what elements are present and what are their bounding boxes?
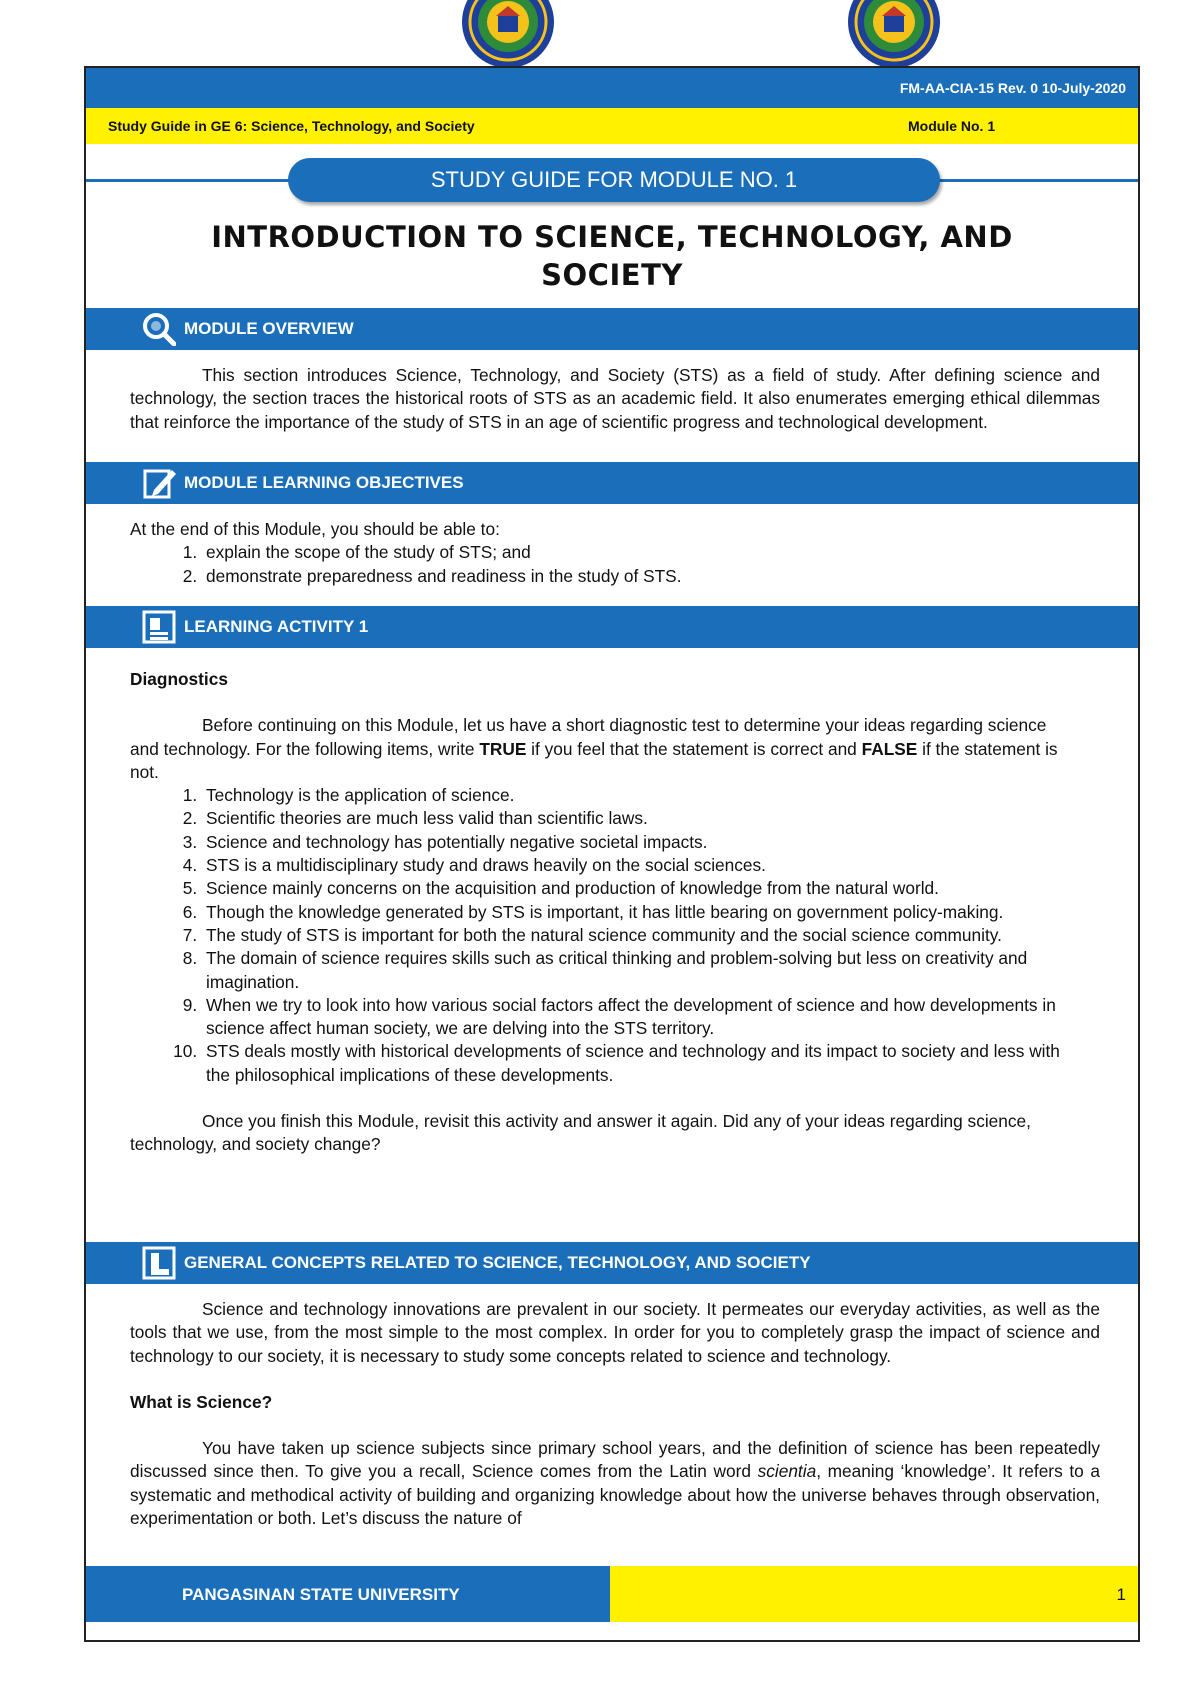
form-code-bar: [86, 68, 1138, 108]
section-title-concepts: GENERAL CONCEPTS RELATED TO SCIENCE, TECHNOLOGY, AND SOCIETY: [184, 1253, 811, 1272]
pencil-icon: [142, 466, 176, 500]
page-footer: [86, 1566, 1138, 1622]
latin-term: scientia: [757, 1461, 817, 1482]
university-seal-left: [460, 0, 556, 68]
course-title: Study Guide in GE 6: Science, Technology, and Society: [108, 118, 475, 134]
instructions-part: Before continuing on this Module, let us have a short diagnostic test to determine your ideas regarding science and technology. For the following items, write: [130, 715, 1047, 759]
course-title-bar: [86, 108, 1138, 144]
module-number: Module No. 1: [908, 118, 996, 134]
section-title-activity: LEARNING ACTIVITY 1: [184, 617, 369, 636]
section-title-overview: MODULE OVERVIEW: [184, 319, 354, 338]
concepts-block: [130, 1298, 1100, 1530]
page-title: [86, 218, 1138, 294]
instructions-part: if you feel that the statement is correct and: [526, 738, 862, 759]
overview-paragraph: This section introduces Science, Technology, and Society (STS) as a field of study. After defining science and technology, the section traces the historical roots of STS as an academic field. It also enumerates emerging ethical dilemmas that reinforce the importance of the study of STS in an age of scientific progress and technological development.: [130, 365, 1100, 432]
page-title-line-2: SOCIETY: [541, 258, 683, 292]
university-seal-right: [846, 0, 942, 68]
banner-line-left: [86, 179, 290, 182]
section-title-objectives: MODULE LEARNING OBJECTIVES: [184, 473, 464, 492]
footer-page-number: 1: [610, 1566, 1138, 1622]
true-keyword: TRUE: [479, 738, 527, 759]
science-text-part: You have taken up science subjects since primary school years, and the definition of science has been repeatedly discussed since then. To give you a recall, Science comes from the Latin word: [130, 1438, 1100, 1482]
page-frame: [84, 66, 1140, 1642]
list-item: 8. The domain of science requires skills such as critical thinking and problem-solving but less on creativity and imagination.: [202, 947, 1072, 994]
clipboard-icon: [142, 610, 176, 644]
concepts-paragraph: Science and technology innovations are prevalent in our society. It permeates our everyday activities, as well as the tools that we use, from the most simple to the most complex. In order for you to completely grasp the impact of science and technology to our society, it is necessary to study some concepts related to science and technology.: [130, 1299, 1100, 1366]
diagnostic-items: [130, 784, 1072, 1087]
activity-instructions: [130, 714, 1060, 784]
section-header-overview: [86, 308, 1138, 350]
list-item: 3. Science and technology has potentially negative societal impacts.: [202, 831, 1072, 854]
section-header-activity: [86, 606, 1138, 648]
book-icon: [142, 1246, 176, 1280]
list-item: 2. Scientific theories are much less valid than scientific laws.: [202, 807, 1072, 830]
list-item: 7. The study of STS is important for both the natural science community and the social science community.: [202, 924, 1072, 947]
section-header-objectives: [86, 462, 1138, 504]
list-item: 6. Though the knowledge generated by STS is important, it has little bearing on government policy-making.: [202, 901, 1072, 924]
activity-subheading: Diagnostics: [130, 669, 228, 689]
list-item: 1. explain the scope of the study of STS; and: [202, 541, 1100, 564]
objectives-list: [130, 541, 1100, 588]
false-keyword: FALSE: [861, 738, 918, 759]
science-subheading: What is Science?: [130, 1391, 273, 1412]
instructions-part: if the statement is not.: [130, 738, 1058, 782]
activity-closing: Once you finish this Module, revisit this activity and answer it again. Did any of your ideas regarding science, technology, and society change?: [130, 1111, 1031, 1155]
objectives-block: [130, 518, 1100, 588]
objectives-intro: At the end of this Module, you should be able to:: [130, 519, 500, 539]
section-header-concepts: [86, 1242, 1138, 1284]
list-item: 4. STS is a multidisciplinary study and draws heavily on the social sciences.: [202, 854, 1072, 877]
list-item: 5. Science mainly concerns on the acquisition and production of knowledge from the natural world.: [202, 877, 1072, 900]
page-title-line-1: INTRODUCTION TO SCIENCE, TECHNOLOGY, AND: [211, 220, 1013, 254]
science-paragraph: [130, 1437, 1100, 1530]
footer-university: PANGASINAN STATE UNIVERSITY: [86, 1566, 610, 1622]
banner-line-right: [938, 179, 1138, 182]
activity-block: [130, 668, 1100, 1157]
list-item: 1. Technology is the application of science.: [202, 784, 1072, 807]
science-text-part: , meaning ‘knowledge’. It refers to a systematic and methodical activity of building and organizing knowledge about how the universe behaves through observation, experimentation or both. Let’s discuss the nature of: [130, 1461, 1100, 1529]
list-item: 2. demonstrate preparedness and readiness in the study of STS.: [202, 565, 1100, 588]
study-guide-banner: STUDY GUIDE FOR MODULE NO. 1: [288, 158, 940, 202]
list-item: 9. When we try to look into how various social factors affect the development of science and how developments in science affect human society, we are delving into the STS territory.: [202, 994, 1072, 1041]
list-item: 10. STS deals mostly with historical developments of science and technology and its impact to society and less with the philosophical implications of these developments.: [202, 1040, 1072, 1087]
form-code: FM-AA-CIA-15 Rev. 0 10-July-2020: [899, 80, 1126, 96]
magnifier-icon: [142, 312, 176, 346]
